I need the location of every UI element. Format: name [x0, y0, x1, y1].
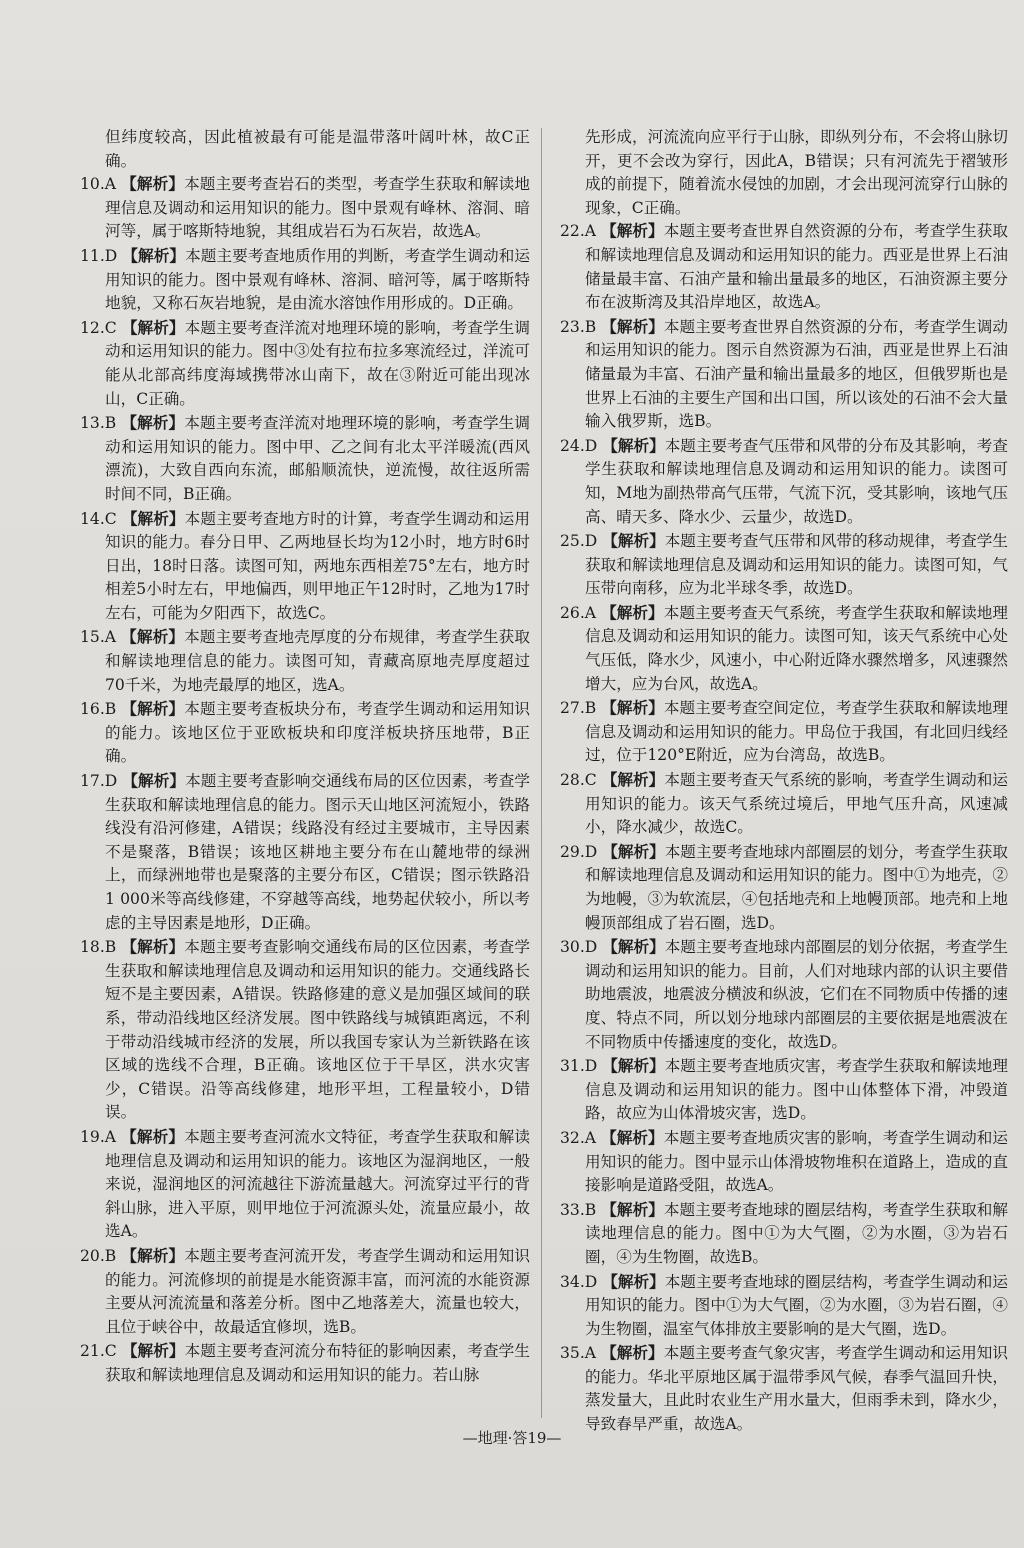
answer-number: 35.A — [560, 1344, 597, 1363]
answer-item — [80, 317, 530, 411]
answer-text: 本题主要考查河流水文特征，考查学生获取和解读地理信息及调动和运用知识的能力。该地区为湿润地区，一般来说，湿润地区的河流越往下游流量越大。河流穿过平行的背斜山脉，进入平原，则甲地位于河流源头处，流量应最小，故选A。 — [105, 1127, 530, 1241]
answer-text: 本题主要考查影响交通线布局的区位因素，考查学生获取和解读地理信息的能力。图示天山地区河流短小，铁路线没有沿河修建，A错误；线路没有经过主要城市，主导因素不是聚落，B错误；该地区耕地主要分布在山麓地带的绿洲上，而绿洲地带也是聚落的主要分布区，C错误；图示铁路沿1 000米等高线修建，不穿越等高线，地势起伏较小，所以考虑的主导因素是地形，D正确。 — [105, 772, 530, 932]
analysis-tag: 【解析】 — [121, 175, 185, 194]
analysis-tag: 【解析】 — [121, 509, 185, 528]
answer-number: 32.A — [560, 1128, 597, 1147]
answer-item — [80, 1126, 530, 1244]
answer-number: 18.B — [80, 938, 117, 957]
left-column — [80, 126, 530, 1388]
answer-item — [80, 626, 530, 697]
analysis-tag: 【解析】 — [602, 1057, 665, 1076]
analysis-tag: 【解析】 — [602, 842, 665, 861]
analysis-tag: 【解析】 — [121, 628, 185, 647]
answer-number: 23.B — [560, 317, 597, 336]
answer-item — [560, 602, 1008, 696]
answer-number: 15.A — [80, 628, 117, 647]
analysis-tag: 【解析】 — [121, 1246, 185, 1265]
answer-number: 20.B — [80, 1246, 117, 1265]
answer-item — [80, 936, 530, 1125]
answer-text: 本题主要考查地壳厚度的分布规律，考查学生获取和解读地理信息的能力。读图可知，青藏高原地壳厚度超过70千米，为地壳最厚的地区，选A。 — [105, 628, 530, 694]
answer-item — [80, 245, 530, 316]
answer-item — [560, 530, 1008, 601]
analysis-tag: 【解析】 — [122, 246, 186, 265]
answer-item — [560, 1127, 1008, 1198]
answer-text: 本题主要考查世界自然资源的分布，考查学生调动和运用知识的能力。图示自然资源为石油，西亚是世界上石油储量最为丰富、石油产量和输出量最多的地区，但俄罗斯也是世界上石油的主要生产国和出口国，所以该处的石油不会大量输入俄罗斯，选B。 — [585, 317, 1008, 431]
analysis-tag: 【解析】 — [601, 1200, 664, 1219]
answer-text: 本题主要考查气压带和风带的分布及其影响，考查学生获取和解读地理信息及调动和运用知识的能力。读图可知，M地为副热带高气压带，气流下沉，受其影响，该地气压高、晴天多、降水少、云量少，故选D。 — [585, 436, 1008, 526]
answer-item — [560, 936, 1008, 1054]
answer-text: 本题主要考查洋流对地理环境的影响，考查学生调动和运用知识的能力。图中③处有拉布拉多寒流经过，洋流可能从北部高纬度海域携带冰山南下，故在③附近可能出现冰山，C正确。 — [105, 318, 530, 408]
answer-item — [80, 412, 530, 506]
analysis-tag: 【解析】 — [601, 1344, 664, 1363]
answer-item — [80, 1340, 530, 1387]
answer-number: 33.B — [560, 1200, 597, 1219]
answer-text: 本题主要考查气象灾害，考查学生调动和运用知识的能力。华北平原地区属于温带季风气候，春季气温回升快，蒸发量大，且此时农业生产用水量大，但雨季未到，降水少，导致春旱严重，故选A。 — [585, 1344, 1008, 1434]
answer-item — [560, 841, 1008, 935]
answer-item — [560, 769, 1008, 840]
page-footer: —地理·答19— — [462, 1429, 562, 1447]
analysis-tag: 【解析】 — [121, 1342, 185, 1361]
analysis-tag: 【解析】 — [121, 414, 185, 433]
answer-text: 本题主要考查天气系统的影响，考查学生调动和运用知识的能力。该天气系统过境后，甲地气压升高，风速减小，降水减少，故选C。 — [585, 771, 1008, 837]
answer-text: 本题主要考查洋流对地理环境的影响，考查学生调动和运用知识的能力。图中甲、乙之间有北太平洋暖流(西风漂流)，大致自西向东流，邮船顺流快，逆流慢，故往返所需时间不同，B正确。 — [105, 414, 530, 503]
answer-number: 28.C — [560, 771, 597, 790]
answer-item — [560, 1199, 1008, 1270]
answer-number: 13.B — [80, 414, 117, 433]
right-column — [560, 126, 1008, 1438]
answer-text: 本题主要考查气压带和风带的移动规律，考查学生获取和解读地理信息及调动和运用知识的能力。读图可知，气压带向南移，应为北半球冬季，故选D。 — [585, 532, 1008, 598]
answer-number: 26.A — [560, 603, 597, 622]
answer-text: 本题主要考查河流分布特征的影响因素，考查学生获取和解读地理信息及调动和运用知识的能力。若山脉 — [105, 1342, 530, 1384]
answer-number: 10.A — [80, 175, 117, 194]
analysis-tag: 【解析】 — [602, 436, 665, 455]
analysis-tag: 【解析】 — [601, 1128, 664, 1147]
analysis-tag: 【解析】 — [121, 938, 185, 957]
answer-text: 本题主要考查岩石的类型，考查学生获取和解读地理信息及调动和运用知识的能力。图中景观有峰林、溶洞、暗河等，属于喀斯特地貌，其组成岩石为石灰岩，故选A。 — [105, 175, 530, 241]
answer-item — [560, 1055, 1008, 1126]
answer-number: 11.D — [80, 246, 118, 265]
answer-item — [80, 770, 530, 935]
answer-item — [80, 698, 530, 769]
answer-text: 本题主要考查世界自然资源的分布，考查学生获取和解读地理信息及调动和运用知识的能力。西亚是世界上石油储量最丰富、石油产量和输出量最多的地区，石油资源主要分布在波斯湾及其沿岸地区，故选A。 — [585, 222, 1008, 312]
answer-number: 24.D — [560, 436, 598, 455]
analysis-tag: 【解析】 — [602, 1272, 665, 1291]
analysis-tag: 【解析】 — [601, 222, 664, 241]
answer-number: 25.D — [560, 532, 598, 551]
answer-item — [560, 1342, 1008, 1436]
continued-paragraph: 但纬度较高，因此植被最有可能是温带落叶阔叶林，故C正确。 — [105, 128, 530, 170]
answer-number: 14.C — [80, 509, 117, 528]
analysis-tag: 【解析】 — [122, 772, 186, 791]
answer-number: 27.B — [560, 699, 597, 718]
answer-text: 本题主要考查天气系统，考查学生获取和解读地理信息及调动和运用知识的能力。读图可知，该天气系统中心处气压低，降水少，风速小，中心附近降水骤然增多，风速骤然增大，应为台风，故选A。 — [585, 603, 1008, 693]
answer-text: 本题主要考查地方时的计算，考查学生调动和运用知识的能力。春分日甲、乙两地昼长均为12小时，地方时6时日出，18时日落。读图可知，两地东西相差75°左右，地方时相差5小时左右，甲地偏西，则甲地正午12时时，乙地为17时左右，可能为夕阳西下，故选C。 — [105, 509, 530, 622]
answer-number: 29.D — [560, 842, 598, 861]
answer-number: 31.D — [560, 1057, 598, 1076]
answer-item — [80, 508, 530, 626]
answer-text: 本题主要考查地球内部圈层的划分依据，考查学生调动和运用知识的能力。目前，人们对地球内部的认识主要借助地震波，地震波分横波和纵波，它们在不同物质中传播的速度、特点不同，所以划分地球内部圈层的主要依据是地震波在不同物质中传播速度的变化，故选D。 — [585, 938, 1008, 1051]
analysis-tag: 【解析】 — [121, 318, 185, 337]
answer-item — [560, 316, 1008, 434]
answer-number: 19.A — [80, 1127, 117, 1146]
answer-number: 30.D — [560, 938, 598, 957]
answer-text: 本题主要考查影响交通线布局的区位因素，考查学生获取和解读地理信息及调动和运用知识的能力。交通线路长短不是主要因素，A错误。铁路修建的意义是加强区域间的联系，带动沿线地区经济发展。图中铁路线与城镇距离远，不利于带动沿线城市经济的发展，所以我国专家认为兰新铁路在该区域的选线不合理，B正确。该地区位于干旱区，洪水灾害少，C错误。沿等高线修建，地形平坦，工程量较小，D错误。 — [105, 938, 530, 1122]
answer-item — [560, 697, 1008, 768]
answer-text: 本题主要考查地质灾害，考查学生获取和解读地理信息及调动和运用知识的能力。图中山体整体下滑，冲毁道路，故应为山体滑坡灾害，选D。 — [585, 1057, 1008, 1123]
left-answer-list — [80, 173, 530, 1387]
answer-number: 16.B — [80, 700, 117, 719]
answer-item — [80, 173, 530, 244]
answer-item — [80, 1245, 530, 1339]
answer-number: 12.C — [80, 318, 117, 337]
analysis-tag: 【解析】 — [121, 700, 185, 719]
right-answer-list — [560, 220, 1008, 1436]
analysis-tag: 【解析】 — [121, 1127, 185, 1146]
answer-item — [560, 1271, 1008, 1342]
analysis-tag: 【解析】 — [601, 771, 665, 790]
answer-number: 21.C — [80, 1342, 117, 1361]
analysis-tag: 【解析】 — [601, 317, 664, 336]
continued-paragraph: 先形成，河流流向应平行于山脉，即纵列分布，不会将山脉切开，更不会改为穿行，因此A，B错误；只有河流先于褶皱形成的前提下，随着流水侵蚀的加剧，才会出现河流穿行山脉的现象，C正确。 — [585, 128, 1008, 217]
answer-number: 34.D — [560, 1272, 598, 1291]
analysis-tag: 【解析】 — [601, 603, 664, 622]
answer-text: 本题主要考查地球的圈层结构，考查学生调动和运用知识的能力。图中①为大气圈，②为水圈，③为岩石圈，④为生物圈，温室气体排放主要影响的是大气圈，选D。 — [585, 1272, 1008, 1338]
answer-text: 本题主要考查地球内部圈层的划分，考查学生获取和解读地理信息及调动和运用知识的能力。图中①为地壳，②为地幔，③为软流层，④包括地壳和上地幔顶部。地壳和上地幔顶部组成了岩石圈，选D。 — [585, 842, 1008, 932]
answer-text: 本题主要考查空间定位，考查学生获取和解读地理信息及调动和运用知识的能力。甲岛位于我国，有北回归线经过，位于120°E附近，应为台湾岛，故选B。 — [585, 699, 1008, 765]
answer-text: 本题主要考查地球的圈层结构，考查学生获取和解读地理信息的能力。图中①为大气圈，②为水圈，③为岩石圈，④为生物圈，故选B。 — [585, 1200, 1008, 1266]
analysis-tag: 【解析】 — [602, 938, 665, 957]
answer-text: 本题主要考查地质灾害的影响，考查学生调动和运用知识的能力。图中显示山体滑坡物堆积在道路上，造成的直接影响是道路受阻，故选A。 — [585, 1128, 1008, 1195]
answer-text: 本题主要考查地质作用的判断，考查学生调动和运用知识的能力。图中景观有峰林、溶洞、暗河等，属于喀斯特地貌，又称石灰岩地貌，是由流水溶蚀作用形成的。D正确。 — [105, 246, 530, 313]
answer-number: 17.D — [80, 772, 118, 791]
column-divider — [541, 128, 542, 1418]
analysis-tag: 【解析】 — [602, 532, 665, 551]
answer-text: 本题主要考查河流开发，考查学生调动和运用知识的能力。河流修坝的前提是水能资源丰富，而河流的水能资源主要从河流流量和落差分析。图中乙地落差大，流量也较大，且位于峡谷中，故最适宜修坝，选B。 — [105, 1246, 530, 1336]
answer-number: 22.A — [560, 222, 597, 241]
answer-text: 本题主要考查板块分布，考查学生调动和运用知识的能力。该地区位于亚欧板块和印度洋板块挤压地带，B正确。 — [105, 700, 530, 766]
answer-item — [560, 220, 1008, 314]
analysis-tag: 【解析】 — [601, 699, 664, 718]
answer-item — [560, 435, 1008, 529]
